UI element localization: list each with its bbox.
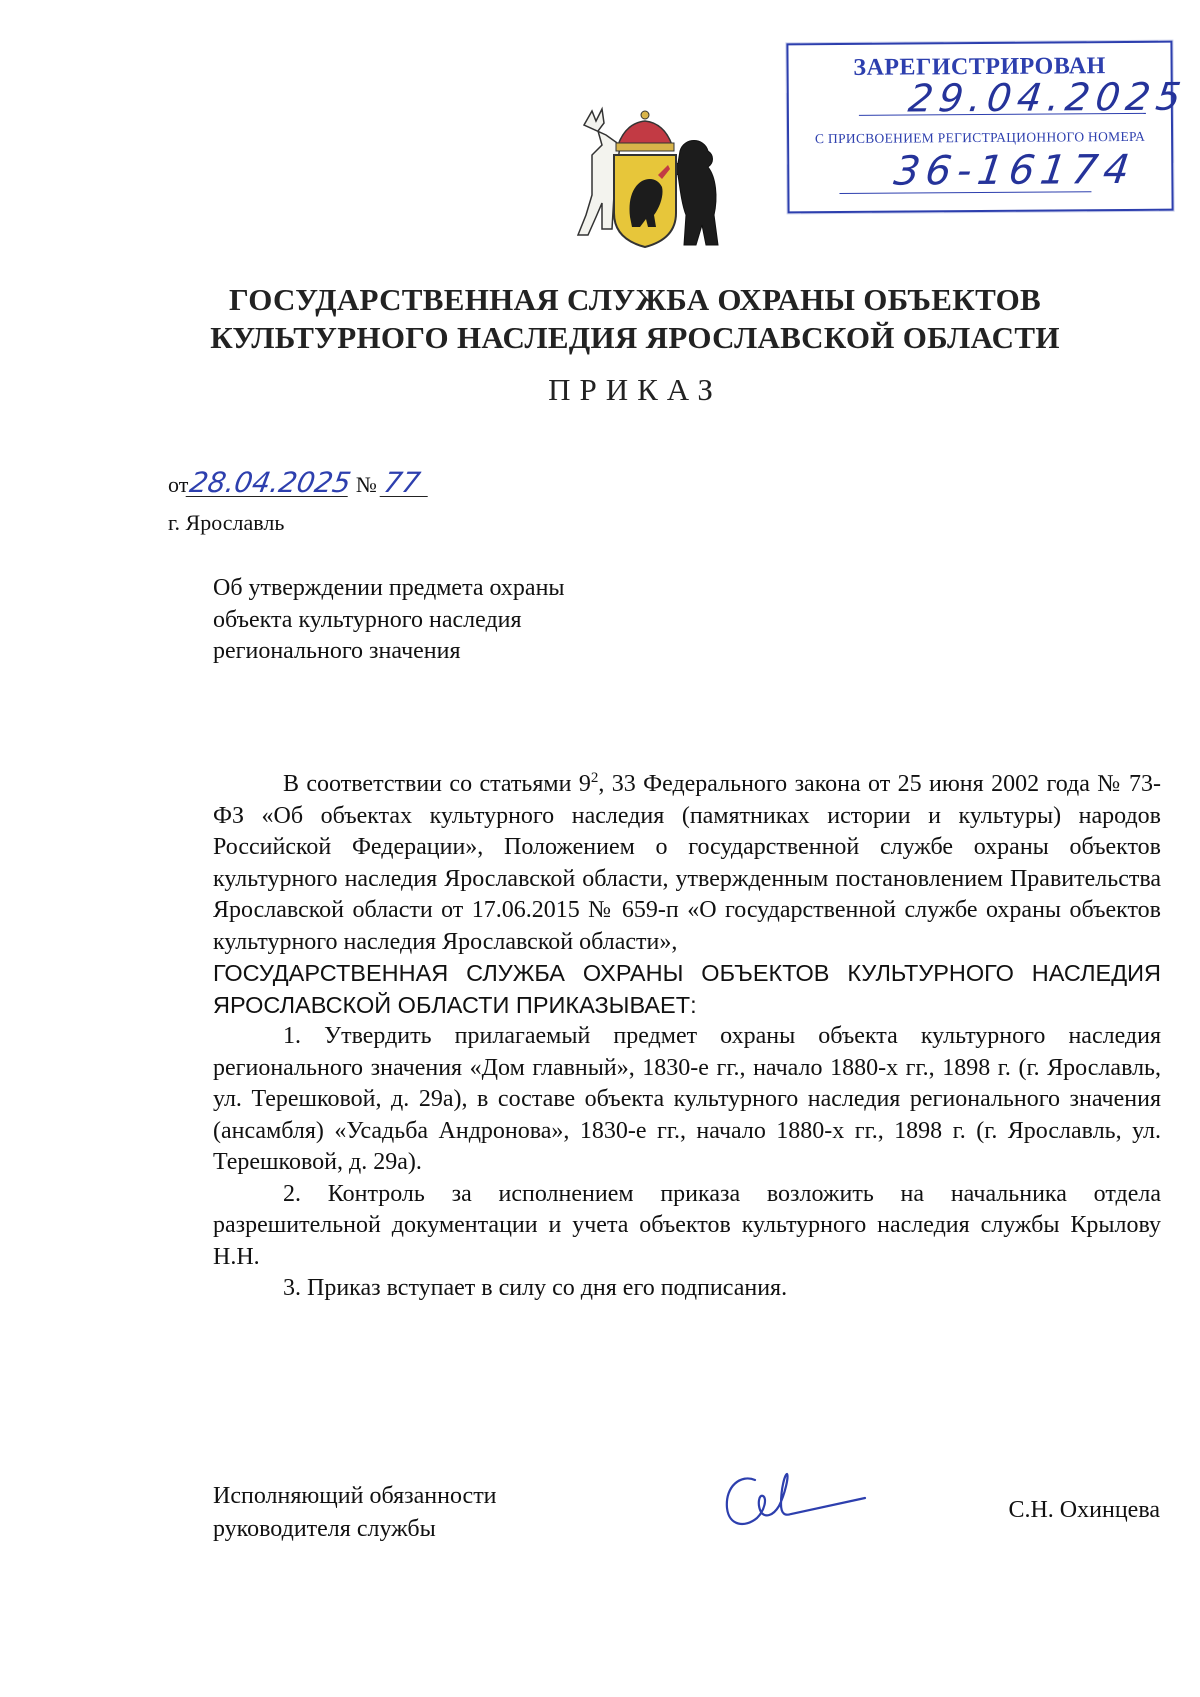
handwritten-date: 28.04.2025 xyxy=(187,466,354,499)
document-date-number xyxy=(168,466,430,499)
stamp-subtitle: С ПРИСВОЕНИЕМ РЕГИСТРАЦИОННОГО НОМЕРА xyxy=(814,128,1146,147)
document-type-title: ПРИКАЗ xyxy=(548,372,722,407)
stamp-number: 36-16174 xyxy=(891,146,1138,195)
preamble-text-continued: , 33 Федерального закона от 25 июня 2002 года № 73-ФЗ «Об объектах культурного наследия (памятниках истории и культуры) народов Российской Федерации», Положением о государственной службе охраны объектов культурного наследия Ярославской области, утвержденным постановлением Правительства Ярославской области от 17.06.2015 № 659-п «О государственной службе охраны объектов культурного наследия Ярославской области», xyxy=(213,771,1161,955)
number-label: № xyxy=(355,472,377,497)
organization-name-line1: ГОСУДАРСТВЕННАЯ СЛУЖБА ОХРАНЫ ОБЪЕКТОВ xyxy=(228,282,1042,317)
organization-name-line2: КУЛЬТУРНОГО НАСЛЕДИЯ ЯРОСЛАВСКОЙ ОБЛАСТИ xyxy=(210,320,1060,355)
preamble-text: В соответствии со статьями 9 xyxy=(283,771,591,797)
stamp-title: ЗАРЕГИСТРИРОВАН xyxy=(853,53,1106,81)
stamp-date: 29.04.2025 xyxy=(905,74,1190,121)
position-line1: Исполняющий обязанности xyxy=(213,1483,497,1509)
order-item-1: 1. Утвердить прилагаемый предмет охраны объекта культурного наследия регионального значения «Дом главный», 1830-е гг., начало 1880-х гг., 1898 г. (г. Ярославль, ул. Терешковой, д. 29а), в составе объекта культурного наследия регионального значения (ансамбля) «Усадьба Андронова», 1830-е гг., начало 1880-х гг., 1898 г. (г. Ярославль, ул. Терешковой, д. 29а). xyxy=(213,1023,1161,1175)
handwritten-signature-icon xyxy=(715,1450,885,1550)
handwritten-number: 77 xyxy=(380,470,433,497)
orders-heading: ГОСУДАРСТВЕННАЯ СЛУЖБА ОХРАНЫ ОБЪЕКТОВ КУЛЬТУРНОГО НАСЛЕДИЯ ЯРОСЛАВСКОЙ ОБЛАСТИ ПРИКАЗЫВАЕТ: xyxy=(213,960,1161,1018)
document-subject: Об утверждении предмета охраны объекта культурного наследия регионального значения xyxy=(213,575,565,664)
city: г. Ярославль xyxy=(168,510,285,535)
signatory-name: С.Н. Охинцева xyxy=(1008,1497,1160,1523)
document-body xyxy=(213,763,1161,1305)
signatory-position xyxy=(213,1480,497,1546)
article-superscript: 2 xyxy=(590,770,599,786)
position-line2: руководителя службы xyxy=(213,1516,436,1542)
order-item-2: 2. Контроль за исполнением приказа возложить на начальника отдела разрешительной документации и учета объектов культурного наследия службы Крылову Н.Н. xyxy=(213,1180,1161,1270)
coat-of-arms-icon xyxy=(562,105,728,255)
registration-stamp xyxy=(786,41,1190,214)
date-label: от xyxy=(168,472,189,497)
order-item-3: 3. Приказ вступает в силу со дня его подписания. xyxy=(283,1275,788,1301)
preamble-paragraph xyxy=(213,763,1161,958)
